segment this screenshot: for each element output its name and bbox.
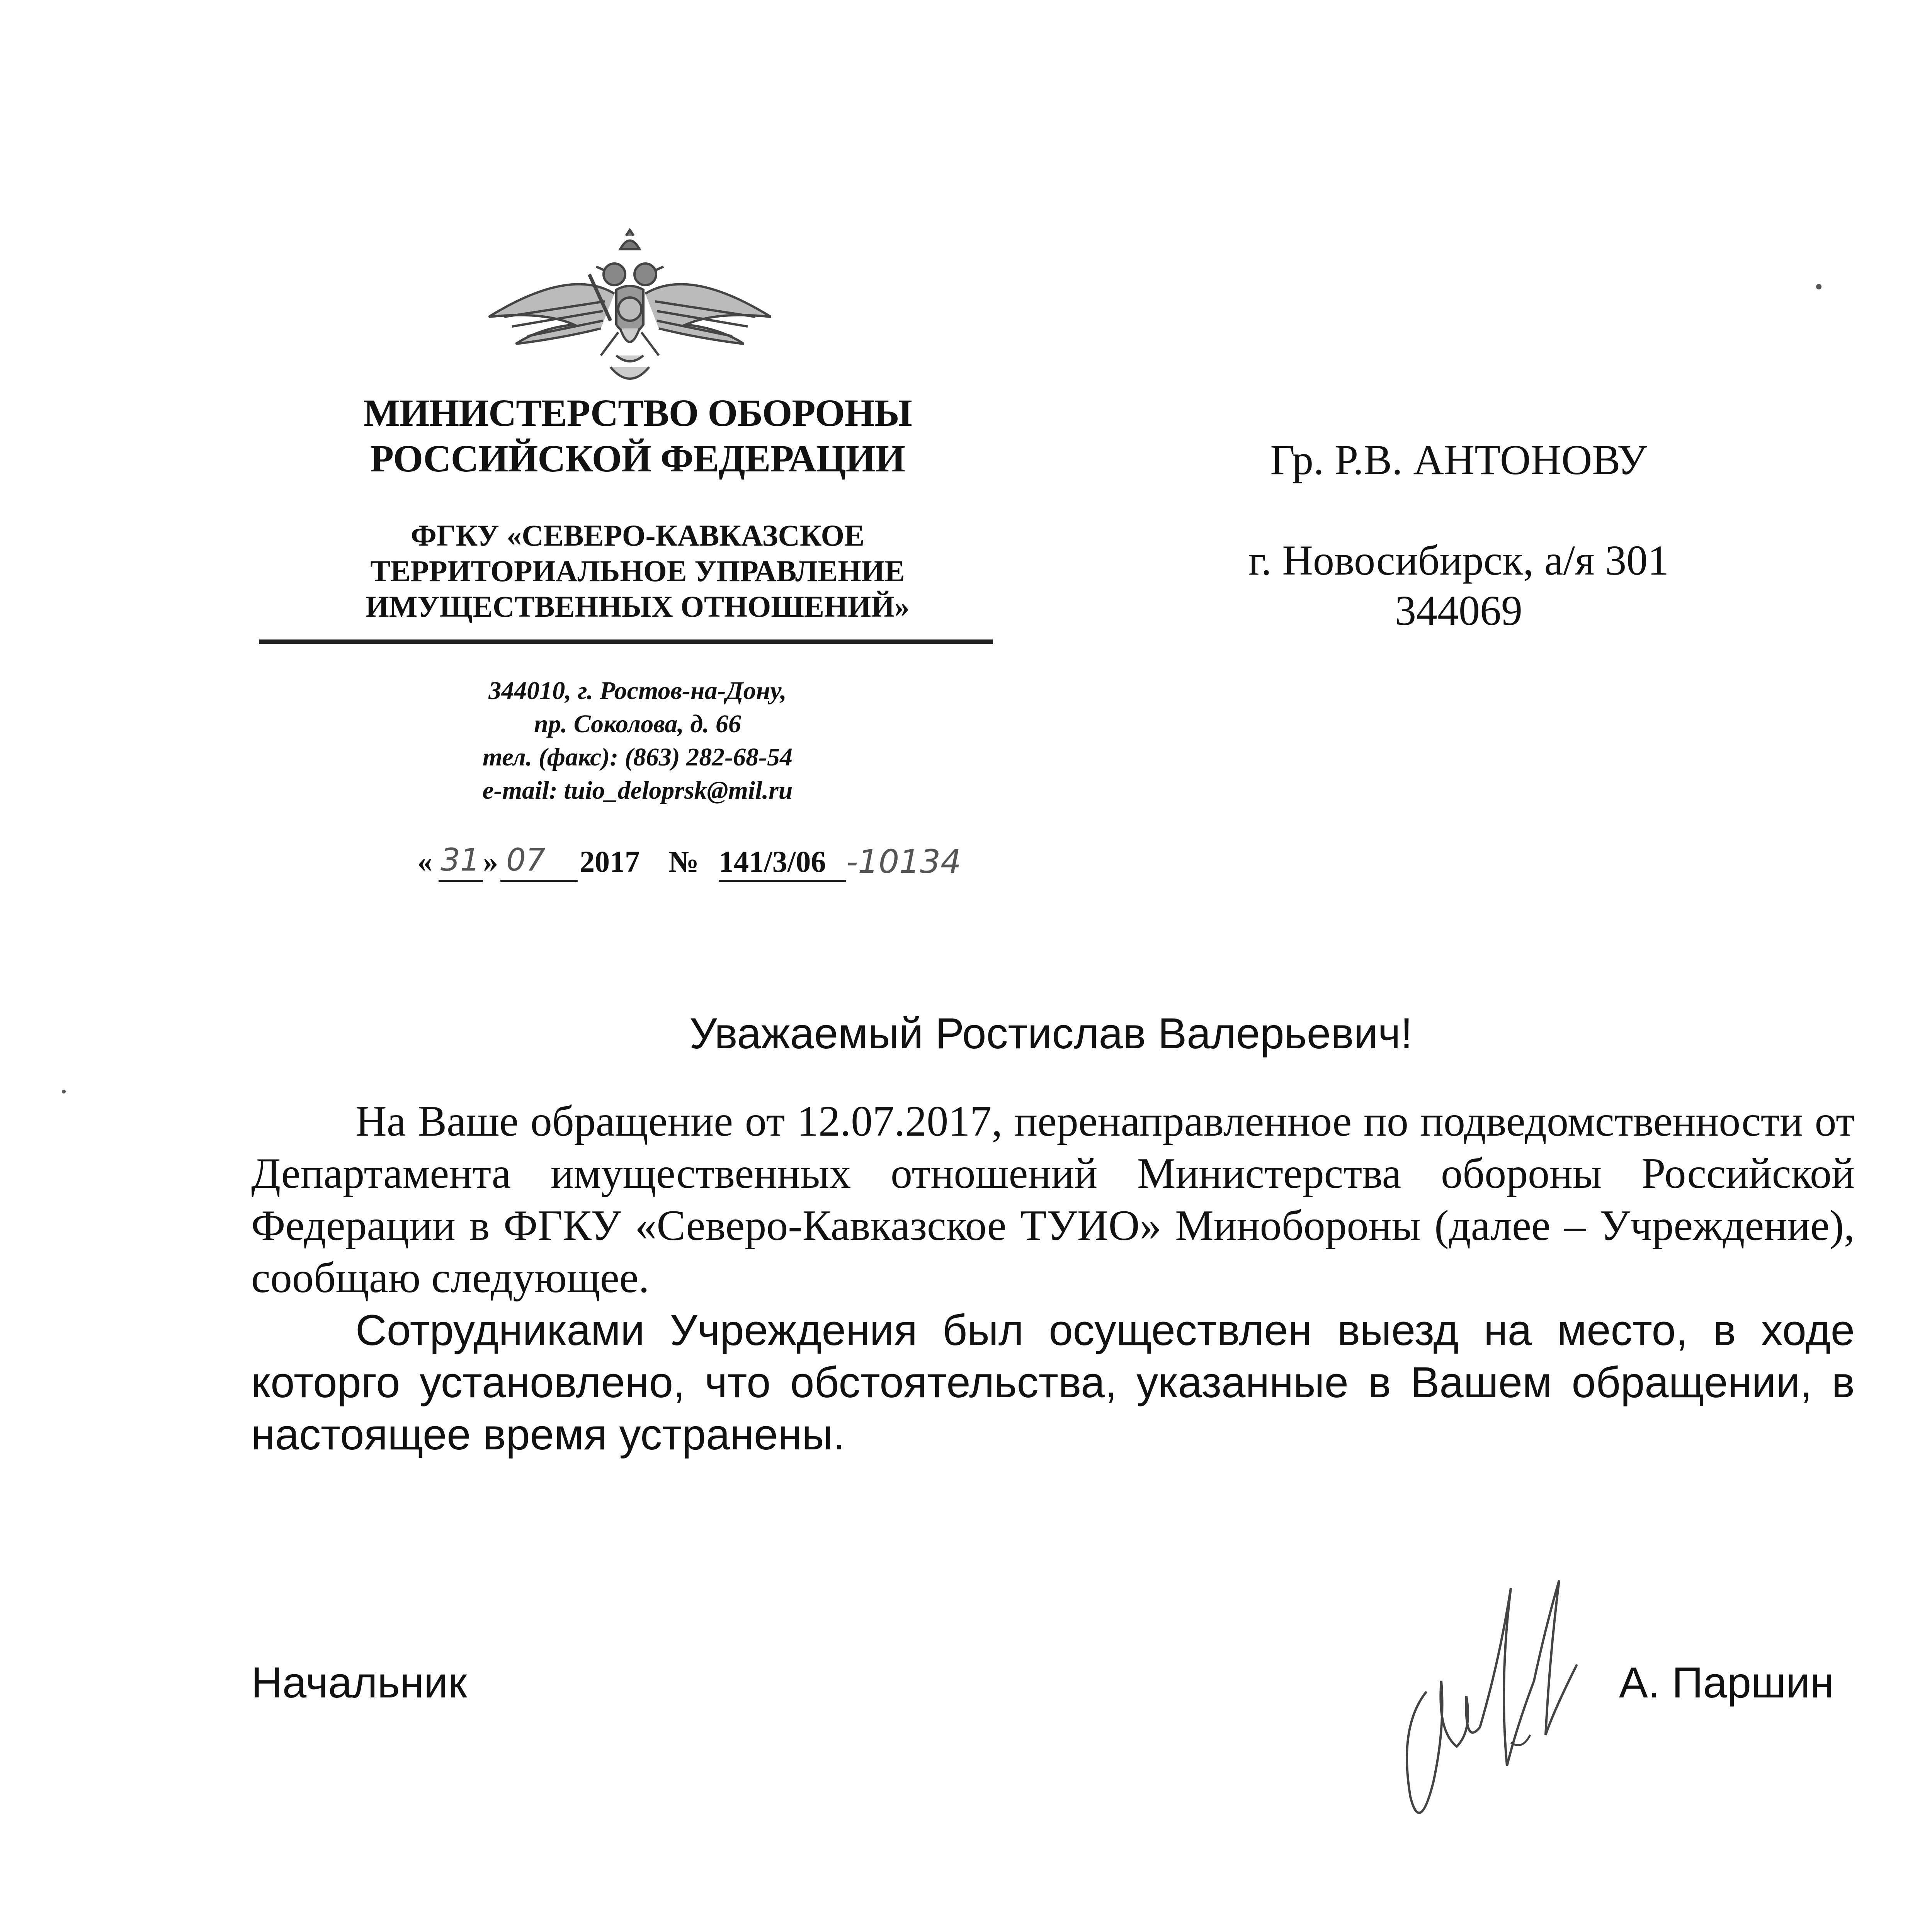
sender-address-line-1: 344010, г. Ростов-на-Дону, [488,677,787,705]
registration-number-handwritten: -10134 [846,843,961,881]
number-underline [719,880,846,882]
sender-email: e-mail: tuio_deloprsk@mil.ru [482,776,793,804]
ministry-line-1: МИНИСТЕРСТВО ОБОРОНЫ [363,391,912,434]
recipient-name: Гр. Р.В. АНТОНОВУ [1270,436,1647,483]
registration-line [417,844,1074,887]
header-divider [259,639,993,644]
letter-body [251,1095,1855,1461]
number-sign: № [668,845,699,878]
sender-address [386,674,889,807]
date-open-quote: « [417,845,432,878]
salutation: Уважаемый Ростислав Валерьевич! [689,1009,1413,1058]
ministry-name [255,390,1020,481]
sender-address-line-2: пр. Соколова, д. 66 [534,710,742,738]
date-month: 07 [506,842,546,878]
scan-speck [1816,284,1821,289]
recipient-postcode: 344069 [1395,587,1522,634]
handwritten-signature-icon [1383,1565,1600,1843]
recipient-address: г. Новосибирск, а/я 301 [1248,537,1669,584]
date-day: 31 [440,842,480,878]
department-name [255,518,1020,624]
day-underline [439,880,483,882]
body-paragraph-1: На Ваше обращение от 12.07.2017, перенаправленное по подведомственности от Департамента имущественных отношений Министерства обороны Российской Федерации в ФГКУ «Северо-Кавказское ТУИО» Минобороны (далее – Учреждение), сообщаю следующее. [251,1097,1855,1302]
department-line-3: ИМУЩЕСТВЕННЫХ ОТНОШЕНИЙ» [365,590,910,623]
department-line-2: ТЕРРИТОРИАЛЬНОЕ УПРАВЛЕНИЕ [370,554,905,588]
body-paragraph-2: Сотрудниками Учреждения был осуществлен выезд на место, в ходе которго установлено, что обстоятельства, указанные в Вашем обращении, в настоящее время устранены. [251,1306,1855,1459]
month-underline [500,880,578,882]
signatory-title: Начальник [251,1658,467,1707]
registration-number: 141/3/06 [719,845,826,878]
double-headed-eagle-emblem-icon [473,228,802,394]
sender-phone: тел. (факс): (863) 282-68-54 [482,743,793,771]
date-close-quote: » [483,845,498,878]
department-line-1: ФГКУ «СЕВЕРО-КАВКАЗСКОЕ [410,519,865,552]
scan-speck [62,1090,66,1094]
date-year: 2017 [580,845,640,878]
signatory-name: А. Паршин [1619,1658,1834,1707]
ministry-line-2: РОССИЙСКОЙ ФЕДЕРАЦИИ [370,437,905,480]
recipient-block [1217,435,1700,636]
